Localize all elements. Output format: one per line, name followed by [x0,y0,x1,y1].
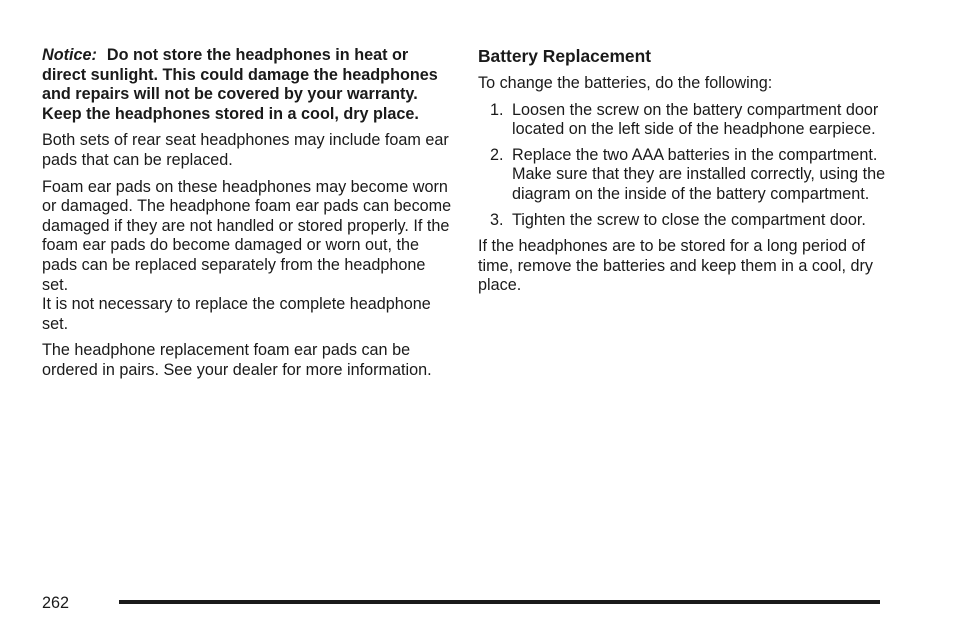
page-number: 262 [42,594,70,612]
closing-paragraph: If the headphones are to be stored for a long period of time, remove the batteries and keep them in a cool, dry place. [478,237,873,295]
step-text: Replace the two AAA batteries in the compartment. Make sure that they are installed correctly, using the diagram on the inside of the battery compartment. [512,145,886,203]
left-column [42,46,452,388]
step-text: Tighten the screw to close the compartment door. [512,210,866,229]
step-number: 1. [490,100,504,119]
steps-intro: To change the batteries, do the following: [478,74,773,92]
step-number: 2. [490,145,504,164]
notice-label: Notice: [42,46,97,64]
list-item [478,101,888,140]
right-column [478,46,888,303]
paragraph-foam-pads-damage: Foam ear pads on these headphones may become worn or damaged. The headphone foam ear pads can become damaged if they are not handled or stored properly. If the foam ear pads do become damaged or worn out, the pads can be replaced separately from the headphone set. [42,177,452,294]
section-heading: Battery Replacement [478,46,652,66]
step-number: 3. [490,210,504,229]
list-item [478,211,888,231]
steps-list [478,101,888,231]
paragraph-foam-pads-intro: Both sets of rear seat headphones may include foam ear pads that can be replaced. [42,131,449,169]
paragraph-foam-pads-order: The headphone replacement foam ear pads can be ordered in pairs. See your dealer for more information. [42,341,432,379]
step-text: Loosen the screw on the battery compartment door located on the left side of the headphone earpiece. [512,100,879,139]
footer-divider [119,600,880,604]
notice-block [42,46,452,124]
paragraph-foam-pads-not-necessary: It is not necessary to replace the complete headphone set. [42,295,431,333]
list-item [478,146,888,205]
notice-text: Do not store the headphones in heat or direct sunlight. This could damage the headphones and repairs will not be covered by your warranty. Keep the headphones stored in a cool, dry place. [42,46,438,123]
